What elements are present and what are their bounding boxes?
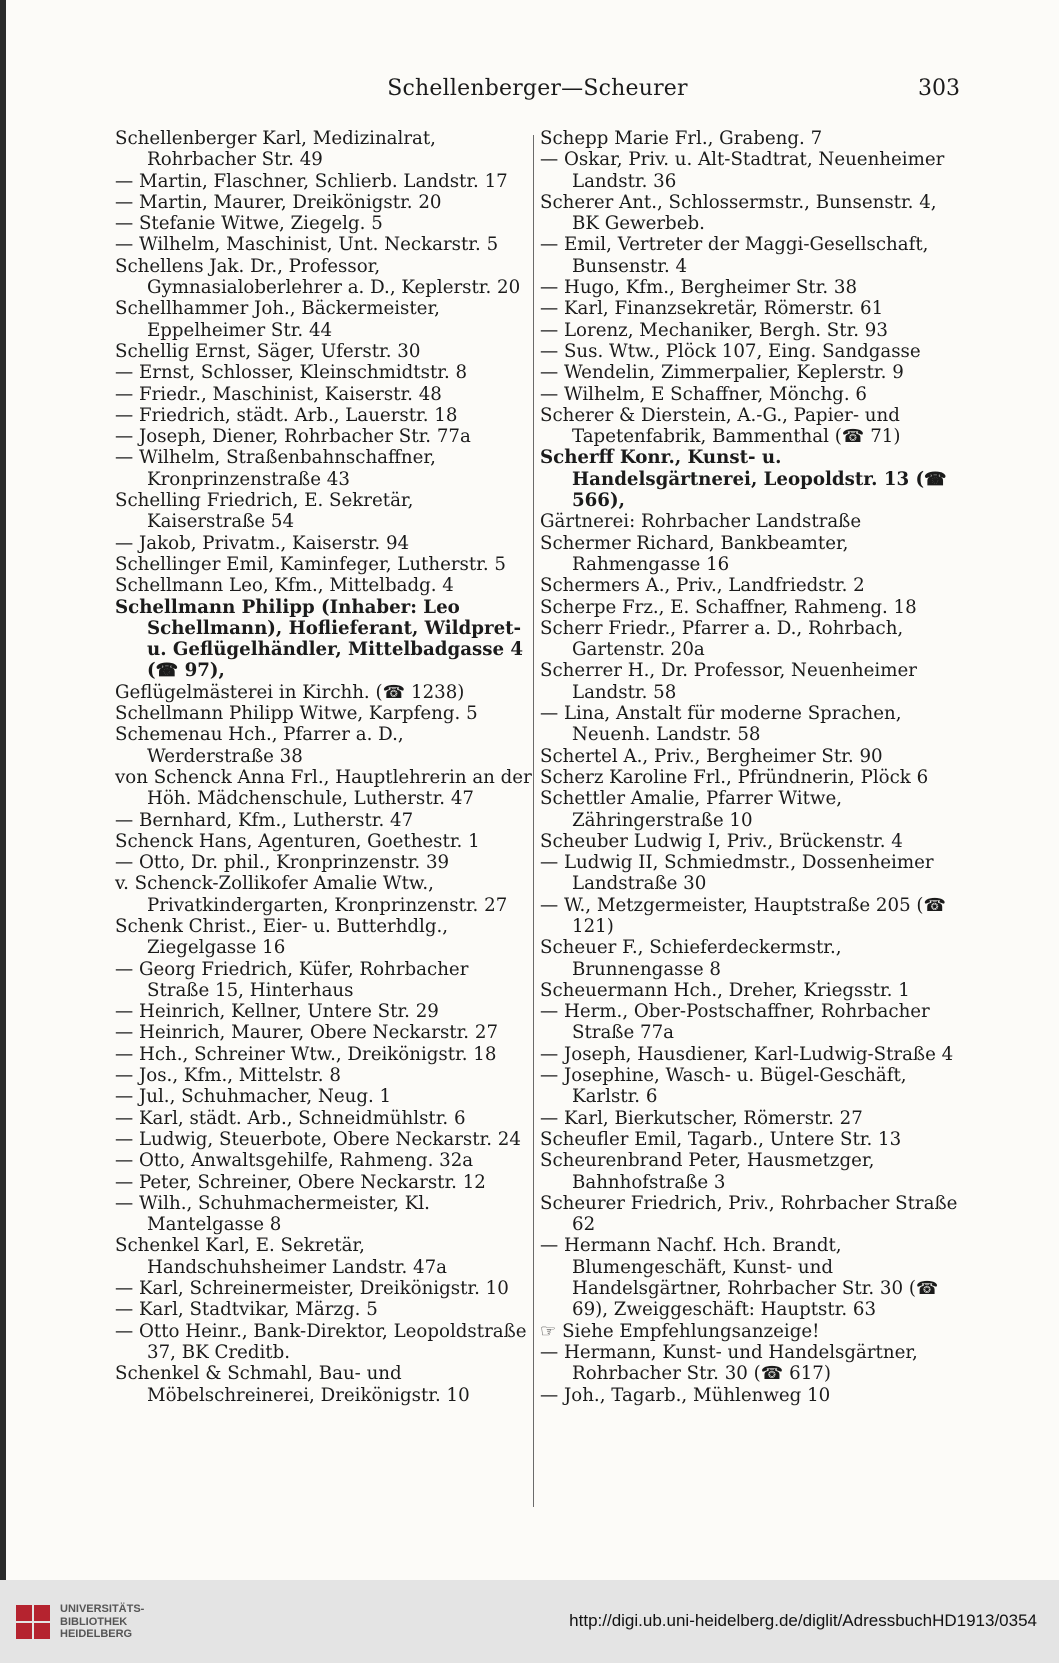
directory-entry: Schenk Christ., Eier- u. Butterhdlg., Ziegelgasse 16 — [115, 915, 449, 959]
directory-entry: — Otto, Dr. phil., Kronprinzenstr. 39 — [115, 852, 450, 874]
page-header — [115, 70, 960, 110]
directory-entry: — Jos., Kfm., Mittelstr. 8 — [115, 1065, 341, 1087]
directory-entry: — Karl, Stadtvikar, Märzg. 5 — [115, 1299, 378, 1321]
directory-entry: — Herm., Ober-Postschaffner, Rohrbacher Straße 77a — [540, 1001, 930, 1044]
directory-entry: Schertel A., Priv., Bergheimer Str. 90 — [540, 745, 883, 767]
directory-entry: — W., Metzgermeister, Hauptstraße 205 (☎ 121) — [540, 894, 947, 937]
directory-entry: — Emil, Vertreter der Maggi-Gesellschaft, Bunsenstr. 4 — [540, 234, 929, 277]
directory-entry: — Otto, Anwaltsgehilfe, Rahmeng. 32a — [115, 1150, 474, 1172]
directory-entry: — Martin, Flaschner, Schlierb. Landstr. 17 — [115, 170, 508, 192]
directory-entry: Schellmann Leo, Kfm., Mittelbadg. 4 — [115, 575, 454, 597]
directory-entry: Schemenau Hch., Pfarrer a. D., Werderstraße 38 — [115, 724, 404, 767]
directory-entry: Schellmann Philipp Witwe, Karpfeng. 5 — [115, 703, 478, 725]
directory-entry: — Jakob, Privatm., Kaiserstr. 94 — [115, 532, 410, 554]
directory-entry: — Georg Friedrich, Küfer, Rohrbacher Straße 15, Hinterhaus — [115, 958, 469, 1001]
directory-entry: Schellmann Philipp (Inhaber: Leo Schellmann), Hoflieferant, Wildpret- u. Geflügelhändler, Mittelbadgasse 4 (☎ 97), — [115, 596, 524, 682]
directory-entry: — Oskar, Priv. u. Alt-Stadtrat, Neuenheimer Landstr. 36 — [540, 149, 945, 192]
directory-entry: Scherr Friedr., Pfarrer a. D., Rohrbach, Gartenstr. 20a — [540, 617, 904, 661]
directory-entry: — Lorenz, Mechaniker, Bergh. Str. 93 — [540, 319, 888, 341]
directory-entry: Scheuber Ludwig I, Priv., Brückenstr. 4 — [540, 830, 903, 852]
directory-entry: — Karl, Bierkutscher, Römerstr. 27 — [540, 1107, 863, 1129]
directory-entry: Scherz Karoline Frl., Pfründnerin, Plöck 6 — [540, 766, 929, 788]
directory-entry: Schenck Hans, Agenturen, Goethestr. 1 — [115, 830, 480, 852]
directory-entry: Scherpe Frz., E. Schaffner, Rahmeng. 18 — [540, 596, 917, 618]
directory-entry: — Wendelin, Zimmerpalier, Keplerstr. 9 — [540, 362, 904, 384]
directory-entry: — Hugo, Kfm., Bergheimer Str. 38 — [540, 277, 858, 299]
directory-entry: — Ludwig II, Schmiedmstr., Dossenheimer Landstraße 30 — [540, 852, 934, 895]
source-url[interactable]: http://digi.ub.uni-heidelberg.de/diglit/AdressbuchHD1913/0354 — [569, 1611, 1037, 1630]
directory-entry: Schellig Ernst, Säger, Uferstr. 30 — [115, 340, 421, 362]
directory-entry: — Heinrich, Kellner, Untere Str. 29 — [115, 1001, 439, 1023]
directory-entry: Scheuermann Hch., Dreher, Kriegsstr. 1 — [540, 979, 910, 1001]
directory-entry: — Bernhard, Kfm., Lutherstr. 47 — [115, 809, 414, 831]
library-logo-icon — [16, 1605, 50, 1639]
directory-entry: von Schenck Anna Frl., Hauptlehrerin an der Höh. Mädchenschule, Lutherstr. 47 — [115, 766, 532, 810]
right-column — [540, 128, 960, 1406]
directory-entry: Scheurer Friedrich, Priv., Rohrbacher Straße 62 — [540, 1192, 958, 1236]
left-column — [115, 128, 535, 1406]
directory-entry: Schepp Marie Frl., Grabeng. 7 — [540, 128, 823, 149]
scan-edge — [0, 0, 6, 1580]
directory-entry: Schenkel & Schmahl, Bau- und Möbelschreinerei, Dreikönigstr. 10 — [115, 1363, 470, 1406]
directory-entry: Schermer Richard, Bankbeamter, Rahmengasse 16 — [540, 532, 849, 575]
directory-entry: — Ludwig, Steuerbote, Obere Neckarstr. 24 — [115, 1128, 521, 1150]
directory-entry: Schermers A., Priv., Landfriedstr. 2 — [540, 575, 865, 597]
directory-entry: — Martin, Maurer, Dreikönigstr. 20 — [115, 191, 442, 213]
directory-entry: — Stefanie Witwe, Ziegelg. 5 — [115, 213, 383, 235]
directory-entry: — Wilh., Schuhmachermeister, Kl. Mantelgasse 8 — [115, 1192, 430, 1236]
directory-entry: — Wilhelm, Maschinist, Unt. Neckarstr. 5 — [115, 234, 499, 256]
directory-entry: — Karl, Finanzsekretär, Römerstr. 61 — [540, 298, 884, 320]
directory-entry: Scherer & Dierstein, A.-G., Papier- und Tapetenfabrik, Bammenthal (☎ 71) — [540, 404, 901, 448]
directory-entry: — Lina, Anstalt für moderne Sprachen, Neuenh. Landstr. 58 — [540, 703, 902, 746]
directory-entry: — Joh., Tagarb., Mühlenweg 10 — [540, 1384, 831, 1406]
page-number: 303 — [918, 76, 960, 101]
directory-entry: Scherer Ant., Schlossermstr., Bunsenstr. 4, BK Gewerbeb. — [540, 191, 937, 235]
directory-entry: Schelling Friedrich, E. Sekretär, Kaiserstraße 54 — [115, 490, 414, 533]
directory-entry: Schellhammer Joh., Bäckermeister, Eppelheimer Str. 44 — [115, 298, 440, 341]
directory-entry: — Karl, Schreinermeister, Dreikönigstr. 10 — [115, 1278, 509, 1300]
directory-entry: — Wilhelm, Straßenbahnschaffner, Kronprinzenstraße 43 — [115, 447, 436, 490]
directory-entry: — Joseph, Diener, Rohrbacher Str. 77a — [115, 426, 471, 448]
directory-entry: ☞ Siehe Empfehlungsanzeige! — [540, 1320, 820, 1342]
directory-entry: — Karl, städt. Arb., Schneidmühlstr. 6 — [115, 1107, 466, 1129]
directory-entry: Schellinger Emil, Kaminfeger, Lutherstr. 5 — [115, 553, 506, 575]
directory-entry: Geflügelmästerei in Kirchh. (☎ 1238) — [115, 681, 465, 703]
directory-entry: Gärtnerei: Rohrbacher Landstraße — [540, 511, 862, 533]
directory-entry: Scheufler Emil, Tagarb., Untere Str. 13 — [540, 1128, 902, 1150]
directory-entry: — Jul., Schuhmacher, Neug. 1 — [115, 1086, 392, 1108]
directory-entry: — Hermann Nachf. Hch. Brandt, Blumengeschäft, Kunst- und Handelsgärtner, Rohrbacher Str. 30 (☎ 69), Zweiggeschäft: Hauptstr. 63 — [540, 1235, 939, 1321]
directory-entry: Scherrer H., Dr. Professor, Neuenheimer Landstr. 58 — [540, 660, 917, 703]
directory-entry: Schellenberger Karl, Medizinalrat, Rohrbacher Str. 49 — [115, 128, 436, 171]
directory-entry: Schellens Jak. Dr., Professor, Gymnasialoberlehrer a. D., Keplerstr. 20 — [115, 255, 521, 299]
directory-entry: — Josephine, Wasch- u. Bügel-Geschäft, Karlstr. 6 — [540, 1065, 907, 1108]
directory-entry: — Joseph, Hausdiener, Karl-Ludwig-Straße 4 — [540, 1043, 954, 1065]
directory-entry: Scheurenbrand Peter, Hausmetzger, Bahnhofstraße 3 — [540, 1150, 875, 1193]
directory-entry: — Friedr., Maschinist, Kaiserstr. 48 — [115, 383, 442, 405]
directory-entry: — Wilhelm, E Schaffner, Mönchg. 6 — [540, 383, 867, 405]
directory-entry: — Otto Heinr., Bank-Direktor, Leopoldstraße 37, BK Creditb. — [115, 1320, 527, 1363]
directory-entry: Schettler Amalie, Pfarrer Witwe, Zähringerstraße 10 — [540, 788, 843, 831]
directory-entry: — Heinrich, Maurer, Obere Neckarstr. 27 — [115, 1022, 499, 1044]
running-head: Schellenberger—Scheurer — [387, 76, 688, 101]
library-name: UNIVERSITÄTS- BIBLIOTHEK HEIDELBERG — [60, 1603, 145, 1640]
directory-entry: — Peter, Schreiner, Obere Neckarstr. 12 — [115, 1171, 486, 1193]
directory-entry: Scheuer F., Schieferdeckermstr., Brunnengasse 8 — [540, 937, 842, 980]
directory-entry: Schenkel Karl, E. Sekretär, Handschuhsheimer Landstr. 47a — [115, 1235, 447, 1278]
directory-entry: — Ernst, Schlosser, Kleinschmidtstr. 8 — [115, 362, 468, 384]
directory-entry: — Friedrich, städt. Arb., Lauerstr. 18 — [115, 404, 458, 426]
directory-entry: — Hermann, Kunst- und Handelsgärtner, Rohrbacher Str. 30 (☎ 617) — [540, 1341, 918, 1385]
directory-entry: Scherff Konr., Kunst- u. Handelsgärtnerei, Leopoldstr. 13 (☎ 566), — [540, 447, 947, 512]
directory-entry: v. Schenck-Zollikofer Amalie Wtw., Privatkindergarten, Kronprinzenstr. 27 — [115, 873, 508, 916]
directory-entry: — Sus. Wtw., Plöck 107, Eing. Sandgasse — [540, 340, 921, 362]
directory-entry: — Hch., Schreiner Wtw., Dreikönigstr. 18 — [115, 1043, 497, 1065]
footer-bar — [0, 1580, 1059, 1663]
